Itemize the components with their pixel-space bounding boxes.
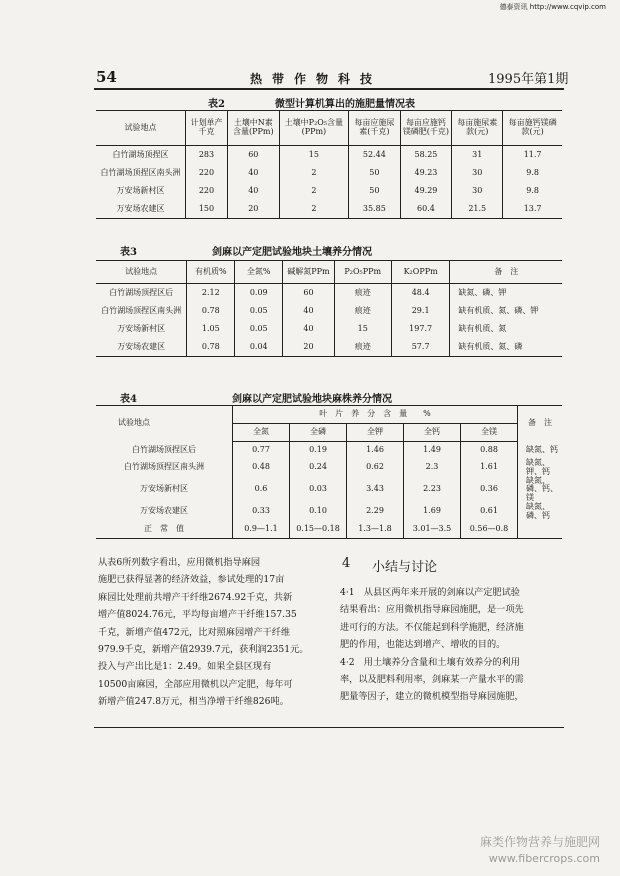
header-rule [94,88,564,90]
table-cell: 0.61 [461,503,518,521]
table-cell: 0.62 [347,459,404,477]
table-cell: 痕迹 [334,284,391,303]
table-cell: 万安场新村区 [117,323,166,333]
table4-caption: 剑麻以产定肥试验地块麻株养分情况 [232,394,392,405]
table4-caption-no: 表4 [120,394,137,405]
table-cell: 220 [186,182,228,200]
table-cell: 40 [283,320,335,338]
table-cell: 痕迹 [334,338,391,357]
table-cell: 缺氮、磷、钙、镁 [518,477,563,503]
header-cell: 每亩施尿素款(元) [452,111,503,146]
table-cell: 缺有机质、氮、磷、钾 [450,302,562,320]
text-line: 千克，新增产值472元，比对照麻园增产干纤维 [98,626,291,638]
text-line: 率，以及肥料利用率，剑麻某一产量水平的需 [340,674,524,686]
table-cell: 0.88 [461,442,518,460]
text-line: 肥量等因子，建立的微机模型指导麻园施肥， [340,691,524,703]
table-cell: 万安场农建区 [140,506,188,516]
watermark-url: www.fibercrops.com [488,852,600,865]
table-cell: 2 [279,182,348,200]
table-cell: 0.78 [187,338,235,357]
table-cell: 31 [452,146,503,165]
table-cell: 2 [279,200,348,219]
table-cell: 52.44 [349,146,401,165]
table-cell: 58.25 [400,146,452,165]
text-line: 4·1 从县区两年来开展的剑麻以产定肥试验 [340,587,520,598]
footer-rule [94,727,564,728]
table-cell: 0.10 [290,503,347,521]
table-cell: 2.12 [187,284,235,303]
table-cell: 缺氮、磷、钙 [518,503,563,521]
table-cell: 40 [283,302,335,320]
table3-caption: 剑麻以产定肥试验地块土壤养分情况 [212,247,372,258]
text-line: 979.9千克，新增产值2939.7元，获利润2351元。 [98,644,309,656]
table-row [96,302,562,320]
table-row [96,442,562,460]
table-cell: 30 [452,182,503,200]
text-line: 进可行的方法。不仅能起到科学施肥，经济施 [340,621,524,633]
table-cell: 3.43 [347,477,404,503]
table-cell: 1.69 [404,503,461,521]
header-cell: 计划单产千克 [186,111,228,146]
table-cell: 50 [349,182,401,200]
table-cell: 2.23 [404,477,461,503]
journal-title: 热带作物科技 [250,72,383,86]
header-cell: 全钾 [347,424,404,442]
table-cell: 缺有机质、氮 [450,320,562,338]
table-cell: 35.85 [349,200,401,219]
header-cell: 每亩应施尿素(千克) [349,111,401,146]
text-line: 10500亩麻园，全部应用微机以产定肥，每年可 [98,678,293,690]
header-cell: 全镁 [461,424,518,442]
text-line: 结果看出：应用微机指导麻园施肥，是一项先 [340,604,524,616]
text-line: 投入与产出比是1：2.49。如果全县区现有 [98,661,272,673]
text-line: 麻园比处理前共增产干纤维2674.92千克，共新 [98,591,293,603]
text-line: 4·2 用土壤养分含量和土壤有效养分的利用 [340,656,520,668]
text-line: 肥的作用，也能达到增产、增收的目的。 [340,639,506,651]
table-cell: 缺氮、磷、钾 [450,284,562,303]
table-cell: 48.4 [391,284,450,303]
table-cell: 220 [186,164,228,182]
table-cell: 9.8 [503,164,562,182]
table-cell: 1.05 [187,320,235,338]
group-header: 叶 片 养 分 含 量 % [233,406,518,424]
table-cell: 0.33 [233,503,290,521]
page-number: 54 [96,68,117,86]
table-cell: 0.9—1.1 [233,521,290,539]
table-cell: 1.49 [404,442,461,460]
table-cell: 11.7 [503,146,562,165]
table-cell: 1.61 [461,459,518,477]
table3-caption-no: 表3 [120,247,137,258]
table-row [96,521,562,539]
table-cell: 缺有机质、氮、磷 [450,338,562,357]
header-cell: K₂OPPm [391,261,450,284]
table-cell: 正 常 值 [96,521,233,539]
table-cell: 60.4 [400,200,452,219]
table-cell: 0.05 [235,320,283,338]
table-cell: 万安场农建区 [96,338,187,357]
table-cell: 197.7 [391,320,450,338]
table-cell: 0.05 [235,302,283,320]
issue-label: 1995年第1期 [488,72,569,87]
table4 [96,405,562,539]
header-cell: 碱解氮PPm [283,261,335,284]
table-row [96,459,562,477]
table-cell: 白竹湖场顶捏区后 [132,444,196,454]
section-title: 小结与讨论 [372,560,438,575]
table-cell: 29.1 [391,302,450,320]
table-row [96,182,562,200]
table-cell: 13.7 [503,200,562,219]
table-cell: 白竹湖场顶捏区南头洲 [124,462,204,472]
table-cell: 2.29 [347,503,404,521]
text-line: 增产值8024.76元，平均每亩增产干纤维157.35 [98,609,297,621]
table-cell: 9.8 [503,182,562,200]
table-row [96,284,562,303]
table-cell: 49.29 [400,182,452,200]
text-line: 从表6所列数字看出，应用微机指导麻园 [98,557,261,568]
watermark-title: 麻类作物营养与施肥网 [479,835,600,849]
table-cell: 白竹湖场顶捏区南头洲 [100,167,181,177]
table-cell: 283 [186,146,228,165]
table-row [96,503,562,521]
text-line: 新增产值247.8万元，相当净增干纤维826吨。 [98,696,289,708]
header-cell: 全磷 [290,424,347,442]
table-row [96,320,562,338]
body-text-left [98,554,324,711]
table2-caption: 微型计算机算出的施肥量情况表 [275,99,415,110]
table-cell: 0.19 [290,442,347,460]
table-row [96,338,562,357]
table-row [96,146,562,165]
table-cell: 1.46 [347,442,404,460]
table-cell: 万安场新村区 [116,185,165,195]
header-cell: 全钙 [404,424,461,442]
table-cell: 0.56—0.8 [461,521,518,539]
table-cell: 57.7 [391,338,450,357]
section-number: 4 [342,556,351,571]
table-cell: 0.77 [233,442,290,460]
table-cell: 150 [186,200,228,219]
table-cell: 2.3 [404,459,461,477]
table-cell: 20 [227,200,279,219]
site-credit: 德泰资讯 http://www.cqvip.com [499,3,606,11]
table-cell: 万安场农建区 [96,200,186,219]
header-cell: 全氮% [235,261,283,284]
table-cell: 50 [349,164,401,182]
header-cell: 每亩应施钙镁磷肥(千克) [400,111,452,146]
table-cell: 缺氮、钙 [518,442,563,460]
table-cell: 21.5 [452,200,503,219]
table-cell: 0.48 [233,459,290,477]
text-line: 施肥已获得显著的经济效益，参试处理的17亩 [98,574,285,586]
table-cell: 0.03 [290,477,347,503]
table-row [96,200,562,219]
table-row [96,164,562,182]
header-cell: 备 注 [518,406,563,442]
table-cell: 白竹湖场顶捏区 [112,149,169,159]
table-cell: 万安场新村区 [140,484,188,494]
header-cell: 每亩施钙镁磷款(元) [503,111,562,146]
table-cell: 15 [279,146,348,165]
table2-caption-no: 表2 [208,99,225,110]
table-row [96,477,562,503]
table-cell: 0.04 [235,338,283,357]
table-cell: 白竹湖场顶捏区南头洲 [101,305,182,315]
header-cell: 试验地点 [96,261,187,284]
table-cell: 白竹湖场顶捏区后 [109,287,174,297]
table-cell: 40 [227,182,279,200]
table-cell: 0.24 [290,459,347,477]
table-cell: 60 [283,284,335,303]
table-cell: 0.36 [461,477,518,503]
table-cell: 30 [452,164,503,182]
table-cell [518,521,563,539]
body-text-right [340,584,564,706]
table3 [96,260,562,357]
table2 [96,110,562,219]
header-cell: 试验地点 [96,111,186,146]
table-cell: 3.01—3.5 [404,521,461,539]
table-cell: 0.09 [235,284,283,303]
table-cell: 1.3—1.8 [347,521,404,539]
table-cell: 15 [334,320,391,338]
header-cell: 备 注 [450,261,562,284]
table-cell: 20 [283,338,335,357]
table-cell: 0.6 [233,477,290,503]
table-cell: 2 [279,164,348,182]
header-cell: 土壤中N素含量(PPm) [227,111,279,146]
table-cell: 0.15—0.18 [290,521,347,539]
table-cell: 痕迹 [334,302,391,320]
header-cell: 土壤中P₂O₅含量(PPm) [279,111,348,146]
table-cell: 缺氮、钾、钙 [518,459,563,477]
header-cell: 全氮 [233,424,290,442]
table-cell: 0.78 [187,302,235,320]
table-cell: 60 [227,146,279,165]
header-cell: P₂O₅PPm [334,261,391,284]
table-cell: 40 [227,164,279,182]
table-cell: 49.23 [400,164,452,182]
header-cell: 有机质% [187,261,235,284]
header-cell: 试验地点 [96,406,233,442]
